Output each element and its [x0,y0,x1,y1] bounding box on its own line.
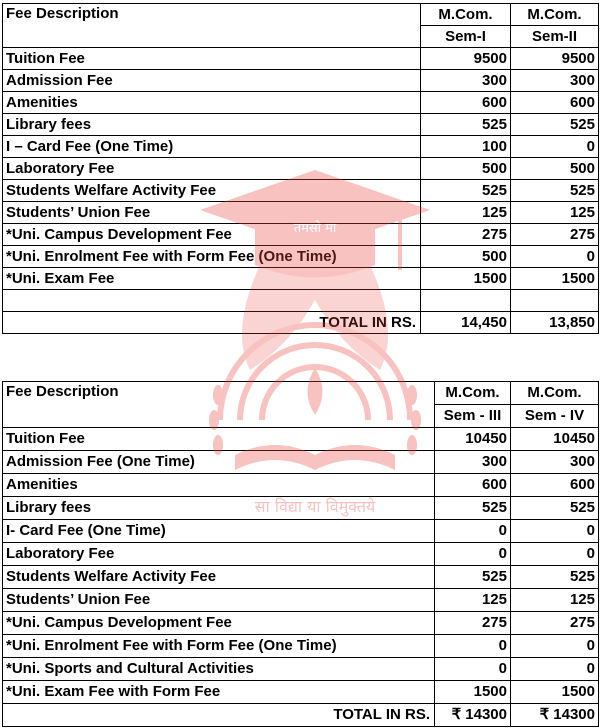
table-row [3,612,599,635]
fee-value: 300 [435,451,511,474]
table-row [3,158,599,180]
table-row [3,48,599,70]
empty-cell [3,290,421,312]
header-col1-line1: M.Com. [421,4,511,26]
motto-bottom: सा विद्या या विमुक्तये [254,497,376,516]
fee-value: 9500 [511,48,599,70]
table-row [3,658,599,681]
fee-value: 300 [511,451,599,474]
fee-label: *Uni. Enrolment Fee with Form Fee (One Time) [3,635,435,658]
fee-label: Students Welfare Activity Fee [3,566,435,589]
fee-value: 0 [435,520,511,543]
fee-value: 600 [511,92,599,114]
fee-label: *Uni. Exam Fee [3,268,421,290]
fee-label: Laboratory Fee [3,158,421,180]
table-row [3,70,599,92]
fee-value: 525 [511,114,599,136]
empty-cell [511,290,599,312]
header-fee-description: Fee Description [3,4,421,48]
fee-value: 525 [421,180,511,202]
fee-value: 10450 [435,428,511,451]
fee-label: *Uni. Exam Fee with Form Fee [3,681,435,704]
header-col1-line2: Sem - III [435,405,511,428]
total-row [3,704,599,727]
fee-value: 100 [421,136,511,158]
fee-value: 300 [511,70,599,92]
table-row [3,428,599,451]
fee-table-sem-1-2 [2,3,599,334]
fee-value: 275 [511,224,599,246]
fee-value: 10450 [511,428,599,451]
fee-value: 1500 [435,681,511,704]
total-value: 13,850 [511,312,599,334]
total-value: ₹ 14300 [435,704,511,727]
fee-label: Admission Fee [3,70,421,92]
fee-label: *Uni. Enrolment Fee with Form Fee (One Time) [3,246,421,268]
table-row [3,681,599,704]
fee-value: 275 [511,612,599,635]
fee-value: 1500 [511,681,599,704]
fee-value: 525 [421,114,511,136]
total-label: TOTAL IN RS. [3,704,435,727]
fee-value: 500 [511,158,599,180]
fee-value: 1500 [511,268,599,290]
fee-value: 275 [421,224,511,246]
fee-value: 500 [421,158,511,180]
fee-label: Students’ Union Fee [3,589,435,612]
fee-label: Admission Fee (One Time) [3,451,435,474]
fee-value: 300 [421,70,511,92]
fee-label: Tuition Fee [3,48,421,70]
fee-label: *Uni. Sports and Cultural Activities [3,658,435,681]
header-col1-line1: M.Com. [435,382,511,405]
table-header-row [3,382,599,405]
table-row [3,497,599,520]
table-row [3,114,599,136]
header-col1-line2: Sem-I [421,26,511,48]
fee-label: *Uni. Campus Development Fee [3,612,435,635]
fee-value: 0 [435,543,511,566]
fee-value: 1500 [421,268,511,290]
table-row [3,543,599,566]
fee-value: 0 [511,246,599,268]
fee-value: 0 [435,658,511,681]
total-label: TOTAL IN RS. [3,312,421,334]
fee-label: Tuition Fee [3,428,435,451]
fee-label: Library fees [3,114,421,136]
fee-value: 0 [511,136,599,158]
fee-value: 525 [511,566,599,589]
table-row [3,268,599,290]
empty-cell [421,290,511,312]
total-row [3,312,599,334]
table-header-row [3,4,599,26]
fee-value: 0 [435,635,511,658]
total-value: 14,450 [421,312,511,334]
fee-value: 275 [435,612,511,635]
motto-top: तमसो मा [293,221,337,236]
fee-label: Amenities [3,92,421,114]
fee-value: 600 [511,474,599,497]
fee-label: I – Card Fee (One Time) [3,136,421,158]
header-col2-line1: M.Com. [511,382,599,405]
table-row [3,474,599,497]
fee-value: 0 [511,520,599,543]
fee-label: Students’ Union Fee [3,202,421,224]
header-col2-line2: Sem - IV [511,405,599,428]
table-row [3,136,599,158]
fee-value: 0 [511,543,599,566]
fee-value: 525 [511,497,599,520]
fee-value: 125 [435,589,511,612]
empty-row [3,290,599,312]
fee-value: 125 [511,589,599,612]
fee-label: *Uni. Campus Development Fee [3,224,421,246]
table-row [3,520,599,543]
fee-value: 525 [435,566,511,589]
header-col2-line1: M.Com. [511,4,599,26]
header-fee-description: Fee Description [3,382,435,428]
table-row [3,202,599,224]
total-value: ₹ 14300 [511,704,599,727]
fee-label: Students Welfare Activity Fee [3,180,421,202]
table-row [3,635,599,658]
fee-value: 0 [511,658,599,681]
table-row [3,224,599,246]
fee-label: Library fees [3,497,435,520]
fee-table-sem-3-4 [2,381,599,727]
fee-value: 0 [511,635,599,658]
table-row [3,589,599,612]
table-row [3,180,599,202]
table-row [3,246,599,268]
fee-value: 500 [421,246,511,268]
fee-value: 125 [511,202,599,224]
fee-value: 9500 [421,48,511,70]
table-row [3,92,599,114]
table-row [3,566,599,589]
fee-value: 600 [421,92,511,114]
fee-label: Laboratory Fee [3,543,435,566]
fee-value: 600 [435,474,511,497]
table-row [3,451,599,474]
header-col2-line2: Sem-II [511,26,599,48]
fee-label: Amenities [3,474,435,497]
fee-label: I- Card Fee (One Time) [3,520,435,543]
fee-value: 125 [421,202,511,224]
fee-value: 525 [511,180,599,202]
fee-value: 525 [435,497,511,520]
